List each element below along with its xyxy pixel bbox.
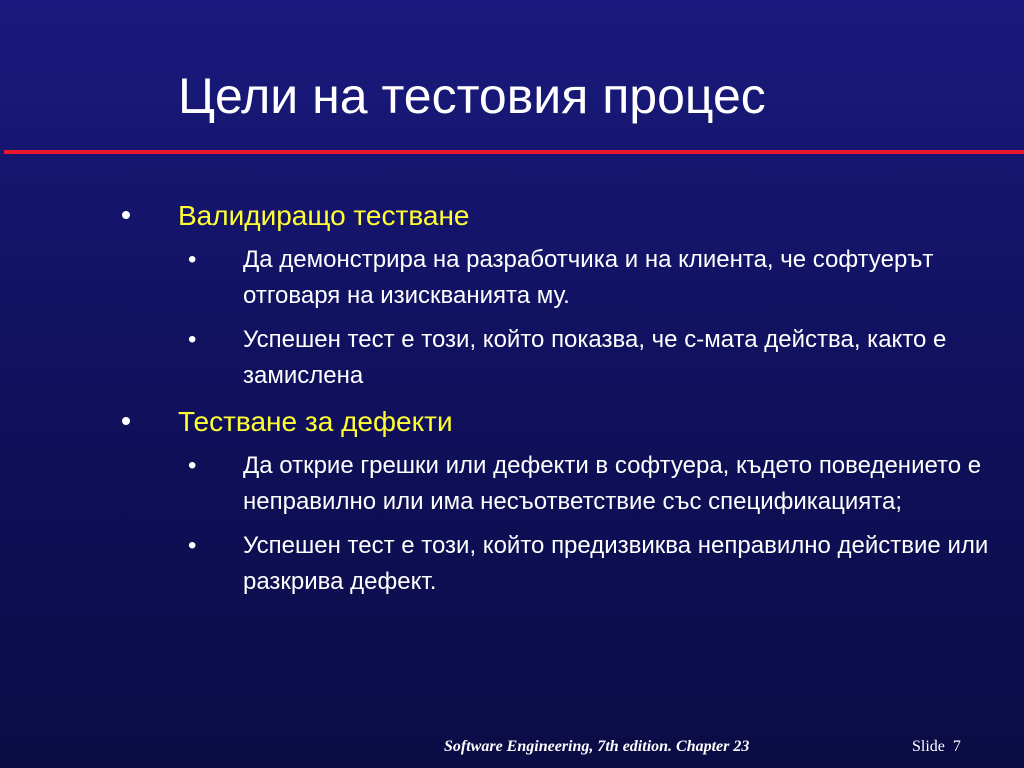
section-heading-text: Тестване за дефекти (178, 406, 453, 437)
bullet-list (0, 196, 1024, 608)
sub-bullet-text: Да открие грешки или дефекти в софтуера, където поведението е неправилно или има несъответствие със спецификацията; (243, 452, 982, 515)
sub-bullet (0, 322, 1024, 394)
slide-number: 7 (952, 738, 961, 755)
section-heading-text: Валидиращо тестване (178, 200, 470, 231)
sub-bullet-icon: • (188, 532, 197, 559)
bullet-dot-icon (122, 417, 130, 425)
bullet-dot-icon (122, 211, 130, 219)
sub-bullet-icon: • (188, 246, 197, 273)
sub-bullet-text: Успешен тест е този, който предизвиква неправилно действие или разкрива дефект. (243, 532, 989, 595)
sub-bullet-text: Да демонстрира на разработчика и на клиента, че софтуерът отговаря на изискванията му. (243, 246, 934, 309)
title-divider (4, 150, 1024, 154)
section-heading-defect-testing (0, 402, 1024, 442)
footer-book-title: Software Engineering, 7th edition. Chapter 23 (444, 738, 750, 755)
slide-label: Slide (912, 738, 945, 755)
sub-bullet-icon: • (188, 452, 197, 479)
section-heading-validation (0, 196, 1024, 236)
sub-bullet (0, 448, 1024, 520)
sub-bullet-icon: • (188, 326, 197, 353)
sub-bullet (0, 528, 1024, 600)
slide-title: Цели на тестовия процес (178, 68, 766, 124)
sub-bullet (0, 242, 1024, 314)
sub-bullet-text: Успешен тест е този, който показва, че с-мата действа, както е замислена (243, 326, 947, 389)
footer-slide-number (912, 738, 961, 756)
